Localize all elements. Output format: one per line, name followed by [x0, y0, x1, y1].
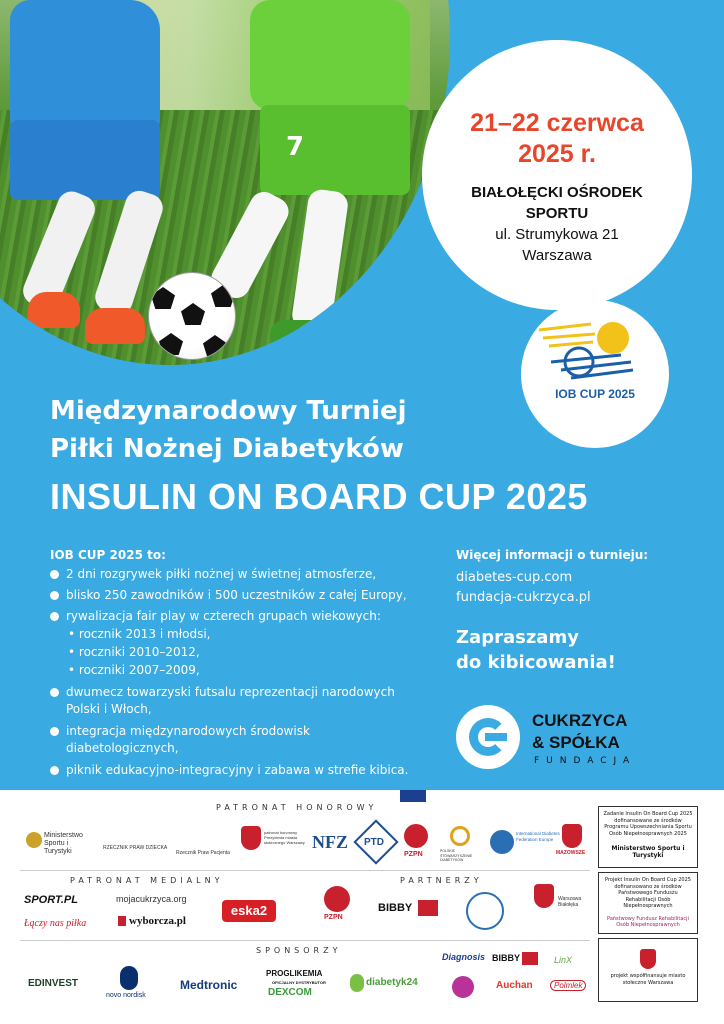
list-item: dwumecz towarzyski futsalu reprezentacji narodowych — [48, 684, 448, 701]
warsaw-patronage-logo: patronat honorowy Prezydenta miasta stołecznego Warszawy — [264, 830, 305, 845]
more-info-heading: Więcej informacji o turnieju: — [456, 548, 649, 562]
list-item: blisko 250 zawodników i 500 uczestników z całej Europy, — [48, 587, 448, 604]
flag-icon — [400, 790, 426, 802]
mazowsze-crest-icon — [562, 824, 582, 848]
list-item: integracja międzynarodowych środowisk — [48, 723, 448, 740]
ministry-small-logo: Ministerstwo Sportu i Turystyki — [611, 845, 685, 859]
bialoleka-crest-icon — [534, 884, 554, 908]
polmlek-logo: Polmlek — [550, 980, 586, 991]
title-subtitle: Międzynarodowy Turniej Piłki Nożnej Diabetyków — [50, 396, 407, 464]
player-green-shirt — [250, 0, 410, 110]
venue-name: BIAŁOŁĘCKI OŚRODEK — [471, 184, 643, 201]
nfz-logo: NFZ — [312, 832, 348, 852]
pfron-logo: Państwowy Fundusz Rehabilitacji Osób Niepełnosprawnych — [607, 915, 689, 928]
wyborcza-logo: wyborcza.pl — [129, 915, 186, 927]
novo-nordisk-logo: novo nordisk — [106, 992, 146, 999]
info-heading: IOB CUP 2025 to: — [50, 548, 166, 562]
list-item-cont: Polski i Włoch, — [66, 702, 152, 716]
soccer-ball-icon — [148, 272, 236, 360]
age-group-item: • rocznik 2013 i młodsi, — [68, 627, 211, 641]
cup-logo-text: IOB CUP 2025 — [555, 387, 635, 401]
idf-logo: International Diabetes Federation Europe — [516, 831, 560, 842]
eagle-icon — [26, 832, 42, 848]
list-item: piknik edukacyjno-integracyjny i zabawa w strefie kibica. — [48, 762, 448, 779]
foundation-link[interactable]: fundacja-cukrzyca.pl — [456, 590, 591, 605]
pzpn-icon — [404, 824, 428, 848]
venue-address: ul. Strumykowa 21 — [495, 226, 619, 243]
venue-name-2: SPORTU — [525, 205, 589, 222]
pzpn-partner-logo: PZPN — [324, 914, 343, 921]
info-list — [48, 566, 448, 783]
age-group-item: • roczniki 2007–2009, — [68, 663, 200, 677]
venue-city: Warszawa — [522, 247, 592, 264]
auchan-logo: Auchan — [496, 980, 533, 991]
event-dates: 21–22 czerwca — [470, 109, 644, 137]
foundation-name: CUKRZYCA & SPÓŁKA — [532, 711, 628, 752]
player-blue-shirt — [10, 0, 160, 130]
foundation-subtitle: FUNDACJA — [534, 756, 637, 766]
mojacukrzyca-logo: mojacukrzyca.org — [116, 894, 187, 904]
pzpn-partner-icon — [324, 886, 350, 912]
eska-logo: eska2 — [222, 900, 276, 922]
linx-logo: LinX — [554, 955, 573, 965]
iob-cup-logo — [521, 300, 669, 448]
psd-logo: POLSKIE STOWARZYSZENIE DIABETYKÓW — [440, 849, 473, 862]
honorary-patronage-label: PATRONAT HONOROWY — [216, 803, 378, 812]
diagnosis-logo: Diagnosis — [442, 952, 486, 962]
edinvest-logo: EDINVEST — [28, 978, 79, 989]
funding-box-ministry: Zadanie Insulin On Board Cup 2025 dofinansowane ze środków Programu Upowszechniania Sportu Osób Niepełnosprawnych 2025 Ministerstwo Sportu i Turystyki — [598, 806, 698, 868]
mazowsze-logo: MAZOWSZE — [556, 850, 586, 856]
foundation-logo-icon — [456, 705, 520, 769]
pzpn-logo: PZPN — [404, 851, 423, 858]
invitation-text: Zapraszamy do kibicowania! — [456, 627, 616, 673]
player-number: 7 — [286, 132, 305, 162]
child-ombudsman-logo: RZECZNIK PRAW DZIECKA — [103, 845, 168, 851]
warsaw-crest-icon — [241, 826, 261, 850]
cup-ball-icon — [521, 300, 669, 390]
age-group-item: • roczniki 2010–2012, — [68, 645, 200, 659]
bibby-sponsor-logo: BIBBY — [492, 953, 521, 963]
page-title: INSULIN ON BOARD CUP 2025 — [50, 476, 588, 517]
patient-ombudsman-logo: Rzecznik Praw Pacjenta — [176, 850, 230, 856]
diabetyk24-logo: diabetyk24 — [366, 977, 418, 988]
ministry-logo: Ministerstwo Sportu i Turystyki — [44, 832, 83, 855]
sponsors-label: SPONSORZY — [256, 946, 342, 955]
players-photo — [0, 0, 450, 365]
medtronic-logo: Medtronic — [180, 978, 238, 992]
list-item: 2 dni rozgrywek piłki nożnej w świetnej atmosferze, — [48, 566, 448, 583]
bibby-partner-logo: BIBBY — [378, 902, 413, 914]
funding-box-pfron: Projekt Insulin On Board Cup 2025 dofinansowano ze środków Państwowego Funduszu Rehabilitacji Osób Niepełnosprawnych Państwowy Fundusz Rehabilitacji Osób Niepełnosprawnych — [598, 872, 698, 934]
proglikemia-logo: PROGLIKEMIA — [266, 969, 323, 978]
partners-label: PARTNERZY — [400, 876, 483, 885]
sport-pl-logo: SPORT.PL — [24, 894, 78, 906]
event-year: 2025 r. — [518, 140, 596, 168]
funding-box-warsaw: projekt współfinansuje miasto stołeczne Warszawa — [598, 938, 698, 1002]
distributor-label: OFICJALNY DYSTRYBUTOR — [272, 980, 326, 985]
list-item: rywalizacja fair play w czterech grupach wiekowych: — [48, 608, 448, 625]
warsaw-small-crest-icon — [640, 949, 656, 969]
laczy-logo: Łączy nas piłka — [24, 918, 87, 929]
media-patronage-label: PATRONAT MEDIALNY — [70, 876, 224, 885]
ptd-logo: PTD — [364, 837, 384, 848]
bialoleka-logo: Warszawa Białołęka — [558, 896, 582, 908]
dexcom-logo: DEXCOM — [268, 987, 312, 998]
website-link[interactable]: diabetes-cup.com — [456, 570, 573, 585]
list-item-cont: diabetologicznych, — [66, 741, 179, 755]
date-venue-badge — [422, 40, 692, 310]
